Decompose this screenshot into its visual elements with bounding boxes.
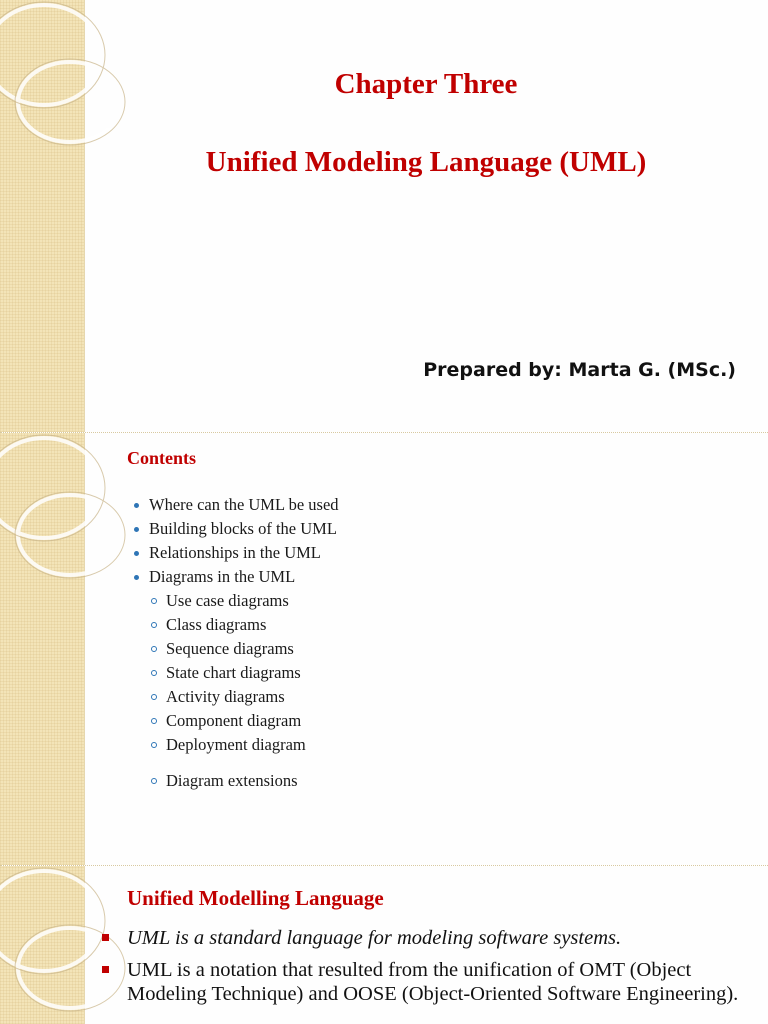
list-item: Where can the UML be used <box>132 493 339 517</box>
sub-list-item: State chart diagrams <box>132 661 339 685</box>
slide-heading: Unified Modelling Language <box>127 886 384 910</box>
sub-list-item: Sequence diagrams <box>132 637 339 661</box>
ring-decoration-icon <box>0 433 130 865</box>
list-item: Building blocks of the UML <box>132 517 339 541</box>
contents-slide <box>0 433 768 865</box>
chapter-title: Chapter Three <box>334 68 518 100</box>
bullet-list <box>100 926 750 1014</box>
sub-list-item: Class diagrams <box>132 613 339 637</box>
title-slide <box>0 0 768 432</box>
sub-list-item: Diagram extensions <box>132 769 339 793</box>
slide-subtitle: Unified Modeling Language (UML) <box>205 146 647 178</box>
contents-list <box>132 493 339 793</box>
list-item: Diagrams in the UML <box>132 565 339 589</box>
bullet-item: UML is a standard language for modeling software systems. <box>100 926 750 950</box>
contents-heading: Contents <box>127 448 197 468</box>
bullet-item: UML is a notation that resulted from the unification of OMT (Object Modeling Technique) and OOSE (Object-Oriented Software Engineering). <box>100 958 750 1006</box>
sub-list-item: Activity diagrams <box>132 685 339 709</box>
sub-list-item: Component diagram <box>132 709 339 733</box>
sub-list-item: Use case diagrams <box>132 589 339 613</box>
uml-slide <box>0 866 768 1024</box>
ring-decoration-icon <box>0 0 130 432</box>
author-line: Prepared by: Marta G. (MSc.) <box>423 359 736 381</box>
list-item: Relationships in the UML <box>132 541 339 565</box>
sub-list-item: Deployment diagram <box>132 733 339 757</box>
